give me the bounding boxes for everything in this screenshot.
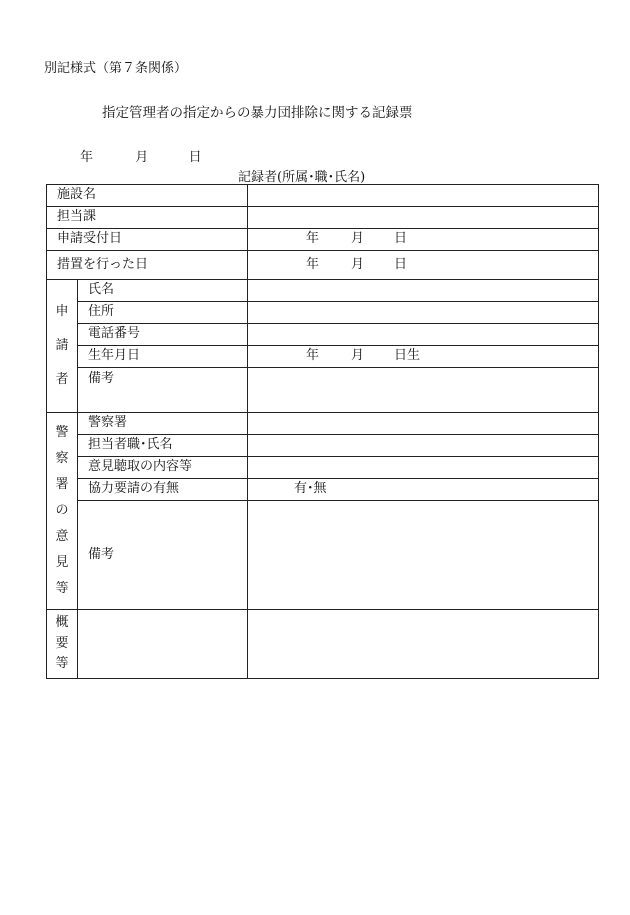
measure-date-label: 措置を行った日 — [47, 251, 248, 280]
summary-group-label — [47, 610, 78, 679]
record-table — [46, 184, 599, 679]
year-label: 年 — [306, 256, 320, 272]
row-applicant-phone — [47, 324, 599, 346]
row-police-remarks — [47, 501, 599, 610]
row-applicant-birth — [47, 346, 599, 368]
police-station-label: 警察署 — [78, 413, 248, 435]
police-char: 察 — [55, 451, 69, 466]
month-label: 月 — [351, 348, 365, 364]
row-department — [47, 207, 599, 229]
row-police-opinion — [47, 457, 599, 479]
applicant-char: 者 — [55, 371, 69, 387]
application-date-value[interactable] — [248, 229, 599, 251]
measure-date-value[interactable] — [248, 251, 599, 280]
facility-value[interactable] — [248, 185, 599, 207]
police-char: の — [55, 503, 69, 518]
department-label: 担当課 — [47, 207, 248, 229]
applicant-char: 請 — [55, 338, 69, 354]
document-title: 指定管理者の指定からの暴力団排除に関する記録票 — [102, 105, 413, 121]
applicant-group-label — [47, 280, 78, 413]
police-officer-value[interactable] — [248, 435, 599, 457]
year-label: 年 — [306, 231, 320, 247]
year-label: 年 — [306, 348, 320, 364]
police-remarks-label: 備考 — [78, 501, 248, 610]
recorder-label: 記録者(所属･職･氏名) — [238, 170, 366, 185]
police-opinion-value[interactable] — [248, 457, 599, 479]
police-officer-label: 担当者職･氏名 — [78, 435, 248, 457]
application-date-label: 申請受付日 — [47, 229, 248, 251]
row-police-cooperation — [47, 479, 599, 501]
facility-label: 施設名 — [47, 185, 248, 207]
applicant-name-value[interactable] — [248, 280, 599, 302]
police-station-value[interactable] — [248, 413, 599, 435]
row-police-station — [47, 413, 599, 435]
date-month-label: 月 — [135, 150, 149, 165]
police-cooperation-label: 協力要請の有無 — [78, 479, 248, 501]
applicant-address-value[interactable] — [248, 302, 599, 324]
police-char: 等 — [55, 581, 69, 596]
police-char: 見 — [55, 555, 69, 570]
applicant-remarks-value[interactable] — [248, 368, 599, 413]
summary-char: 等 — [55, 656, 69, 672]
day-label: 日 — [394, 231, 408, 247]
police-group-label — [47, 413, 78, 610]
date-day-label: 日 — [188, 150, 202, 165]
row-application-date — [47, 229, 599, 251]
police-remarks-value[interactable] — [248, 501, 599, 610]
applicant-phone-label: 電話番号 — [78, 324, 248, 346]
month-label: 月 — [351, 231, 365, 247]
applicant-name-label: 氏名 — [78, 280, 248, 302]
month-label: 月 — [351, 256, 365, 272]
row-facility — [47, 185, 599, 207]
summary-value[interactable] — [248, 610, 599, 679]
department-value[interactable] — [248, 207, 599, 229]
police-opinion-label: 意見聴取の内容等 — [78, 457, 248, 479]
day-label: 日 — [394, 256, 408, 272]
summary-char: 概 — [55, 614, 69, 630]
police-char: 署 — [55, 477, 69, 492]
form-reference: 別記様式（第７条関係） — [44, 61, 188, 76]
summary-char: 要 — [55, 635, 69, 651]
summary-sub-value[interactable] — [78, 610, 248, 679]
row-measure-date — [47, 251, 599, 280]
applicant-birth-label: 生年月日 — [78, 346, 248, 368]
row-applicant-remarks — [47, 368, 599, 413]
row-police-officer — [47, 435, 599, 457]
birth-day-suffix: 日生 — [394, 348, 421, 364]
police-char: 警 — [55, 425, 69, 440]
applicant-remarks-label: 備考 — [78, 368, 248, 413]
row-applicant-address — [47, 302, 599, 324]
applicant-phone-value[interactable] — [248, 324, 599, 346]
applicant-birth-value[interactable] — [248, 346, 599, 368]
record-date — [80, 146, 202, 165]
row-summary — [47, 610, 599, 679]
applicant-address-label: 住所 — [78, 302, 248, 324]
police-cooperation-value[interactable]: 有･無 — [248, 479, 599, 501]
police-char: 意 — [55, 529, 69, 544]
applicant-char: 申 — [55, 304, 69, 320]
date-year-label: 年 — [80, 150, 94, 165]
row-applicant-name — [47, 280, 599, 302]
